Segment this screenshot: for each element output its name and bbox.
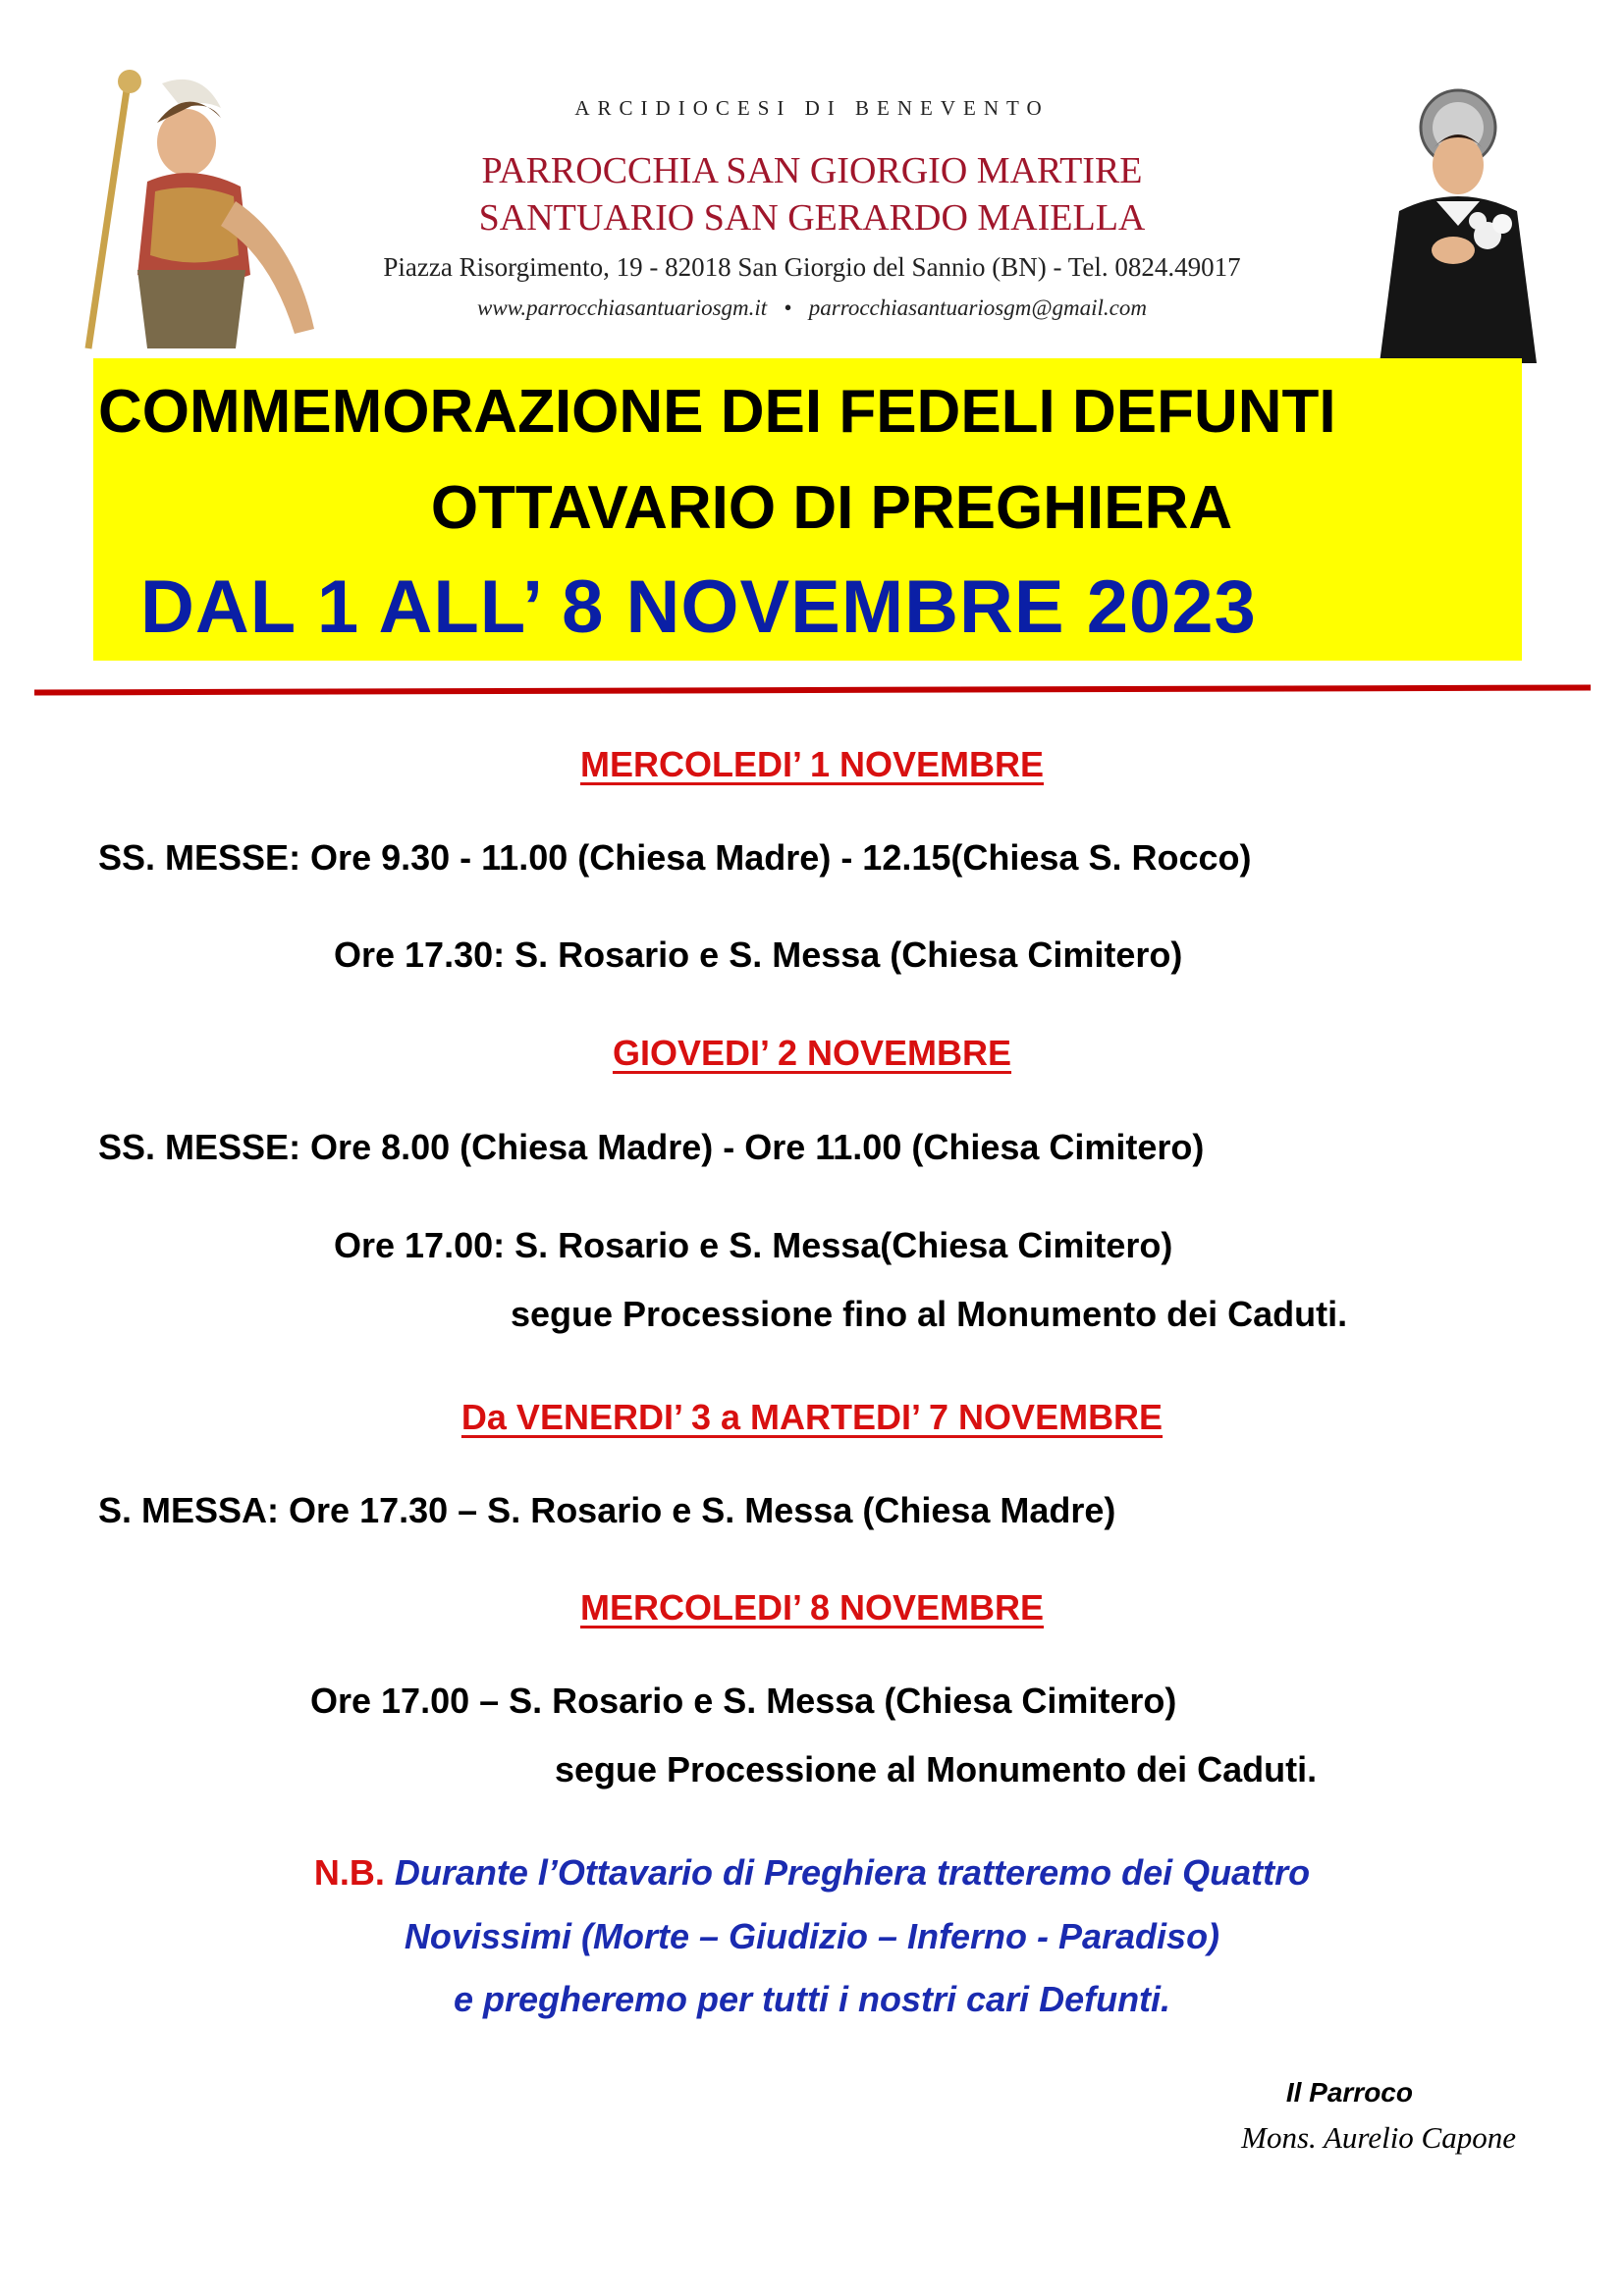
day1-line1: SS. MESSE: Ore 9.30 - 11.00 (Chiesa Madre) - 12.15(Chiesa S. Rocco)	[98, 837, 1252, 878]
email-link[interactable]: parrocchiasantuariosgm@gmail.com	[808, 295, 1147, 320]
day1-heading: MERCOLEDI’ 1 NOVEMBRE	[579, 744, 1045, 784]
parish-name: PARROCCHIA SAN GIORGIO MARTIRE	[481, 150, 1143, 191]
banner-date-range: DAL 1 ALL’ 8 NOVEMBRE 2023	[140, 565, 1257, 649]
website-link[interactable]: www.parrocchiasantuariosgm.it	[477, 295, 768, 320]
day3-line1: S. MESSA: Ore 17.30 – S. Rosario e S. Messa (Chiesa Madre)	[98, 1490, 1116, 1530]
sanctuary-name: SANTUARIO SAN GERARDO MAIELLA	[478, 197, 1146, 239]
signature-role: Il Parroco	[1285, 2077, 1413, 2108]
day2-line3: segue Processione fino al Monumento dei Caduti.	[511, 1294, 1348, 1334]
banner-title-line2: OTTAVARIO DI PREGHIERA	[430, 474, 1233, 542]
day2-line2: Ore 17.00: S. Rosario e S. Messa(Chiesa Cimitero)	[334, 1225, 1173, 1265]
day1-line2: Ore 17.30: S. Rosario e S. Messa (Chiesa Cimitero)	[334, 934, 1183, 975]
day4-heading: MERCOLEDI’ 8 NOVEMBRE	[579, 1587, 1045, 1628]
signature-name: Mons. Aurelio Capone	[1241, 2120, 1516, 2155]
day4-line1: Ore 17.00 – S. Rosario e S. Messa (Chiesa Cimitero)	[310, 1681, 1177, 1721]
archdiocese-name: ARCIDIOCESI DI BENEVENTO	[574, 96, 1050, 120]
contact-line	[0, 295, 1624, 321]
day3-heading: Da VENERDI’ 3 a MARTEDI’ 7 NOVEMBRE	[460, 1397, 1164, 1437]
banner-title-line1: COMMEMORAZIONE DEI FEDELI DEFUNTI	[98, 378, 1336, 446]
separator-dot: •	[784, 295, 792, 320]
note-line2: Novissimi (Morte – Giudizio – Inferno - Paradiso)	[404, 1916, 1220, 1956]
day2-line1: SS. MESSE: Ore 8.00 (Chiesa Madre) - Ore 11.00 (Chiesa Cimitero)	[98, 1127, 1205, 1167]
day2-heading: GIOVEDI’ 2 NOVEMBRE	[612, 1033, 1012, 1073]
day4-line2: segue Processione al Monumento dei Caduti.	[555, 1749, 1318, 1789]
parish-address: Piazza Risorgimento, 19 - 82018 San Giorgio del Sannio (BN) - Tel. 0824.49017	[383, 252, 1241, 282]
note-line3: e pregheremo per tutti i nostri cari Defunti.	[453, 1979, 1171, 2019]
note-text1: Durante l’Ottavario di Preghiera tratteremo dei Quattro	[394, 1852, 1311, 1893]
red-divider	[34, 685, 1591, 696]
note-label: N.B.	[313, 1852, 385, 1893]
note-line1	[0, 1852, 1624, 1894]
